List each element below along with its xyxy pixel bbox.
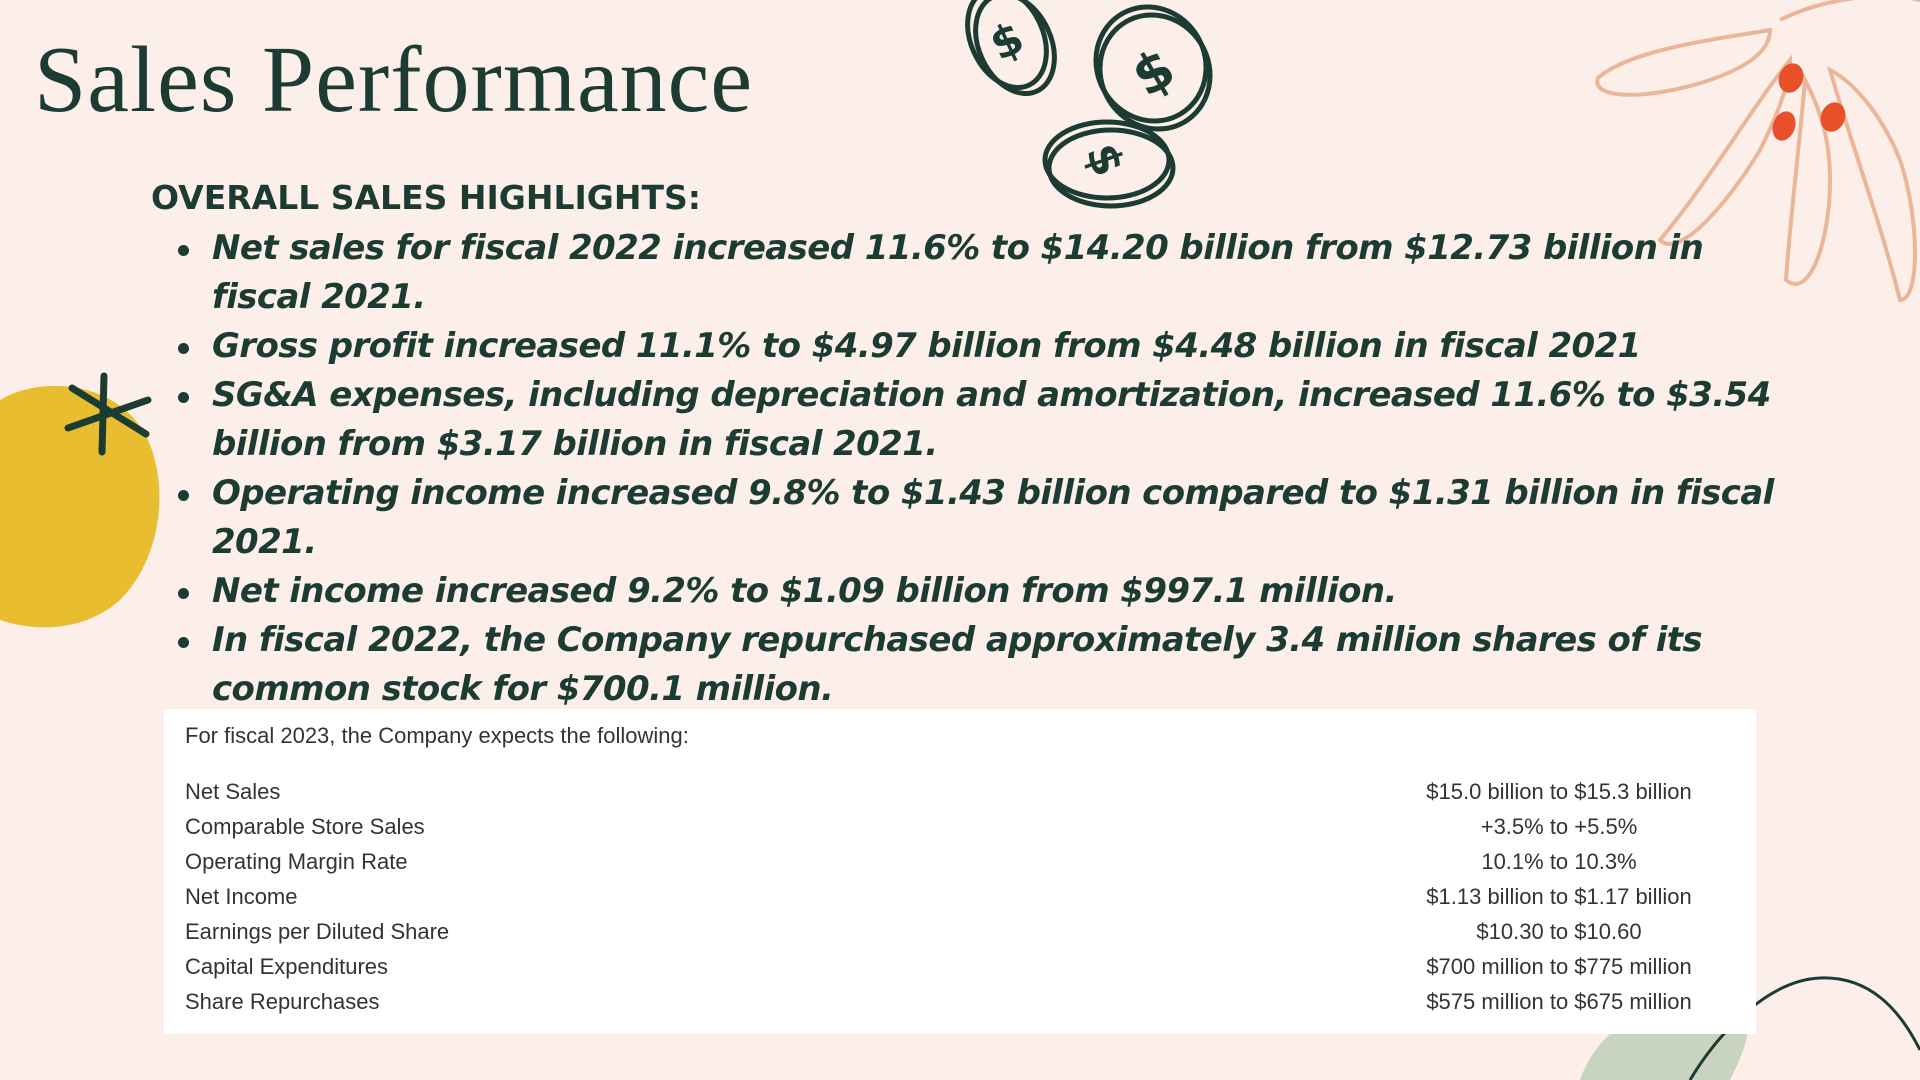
- row-value: $700 million to $775 million: [1426, 954, 1692, 979]
- asterisk-icon: [60, 368, 156, 458]
- table-row: [185, 989, 1715, 1024]
- list-item: Gross profit increased 11.1% to $4.97 billion from $4.48 billion in fiscal 2021: [178, 322, 1798, 371]
- row-label: Capital Expenditures: [185, 954, 389, 979]
- list-item: SG&A expenses, including depreciation and amortization, increased 11.6% to $3.54 billion from $3.17 billion in fiscal 2021.: [178, 371, 1798, 469]
- row-label: Earnings per Diluted Share: [185, 919, 450, 944]
- page-title: Sales Performance: [34, 28, 754, 132]
- highlights-heading: OVERALL SALES HIGHLIGHTS:: [151, 178, 701, 217]
- svg-text:$: $: [982, 12, 1032, 72]
- outlook-table: [164, 709, 1756, 1034]
- row-label: Share Repurchases: [185, 989, 380, 1014]
- outlook-intro: For fiscal 2023, the Company expects the following:: [185, 723, 689, 748]
- list-item: In fiscal 2022, the Company repurchased approximately 3.4 million shares of its common stock for $700.1 million.: [178, 616, 1798, 714]
- list-item: Operating income increased 9.8% to $1.43 billion compared to $1.31 billion in fiscal 2021.: [178, 469, 1798, 567]
- svg-text:$: $: [1121, 35, 1186, 110]
- row-value: $15.0 billion to $15.3 billion: [1426, 779, 1692, 804]
- row-value: $10.30 to $10.60: [1476, 919, 1642, 944]
- table-row: [185, 884, 1715, 919]
- coins-decoration: [955, 0, 1225, 220]
- table-row: [185, 779, 1715, 814]
- table-row: [185, 814, 1715, 849]
- table-row: [185, 849, 1715, 884]
- table-row: [185, 919, 1715, 954]
- list-item: Net sales for fiscal 2022 increased 11.6% to $14.20 billion from $12.73 billion in fiscal 2021.: [178, 224, 1798, 322]
- row-value: +3.5% to +5.5%: [1480, 814, 1638, 839]
- row-value: $575 million to $675 million: [1426, 989, 1692, 1014]
- list-item: Net income increased 9.2% to $1.09 billion from $997.1 million.: [178, 567, 1798, 616]
- svg-text:$: $: [1075, 136, 1134, 184]
- row-label: Net Income: [185, 884, 298, 909]
- row-label: Comparable Store Sales: [185, 814, 425, 839]
- row-value: $1.13 billion to $1.17 billion: [1426, 884, 1692, 909]
- row-label: Net Sales: [185, 779, 281, 804]
- table-row: [185, 954, 1715, 989]
- row-value: 10.1% to 10.3%: [1481, 849, 1637, 874]
- highlights-list: [178, 224, 1798, 714]
- row-label: Operating Margin Rate: [185, 849, 408, 874]
